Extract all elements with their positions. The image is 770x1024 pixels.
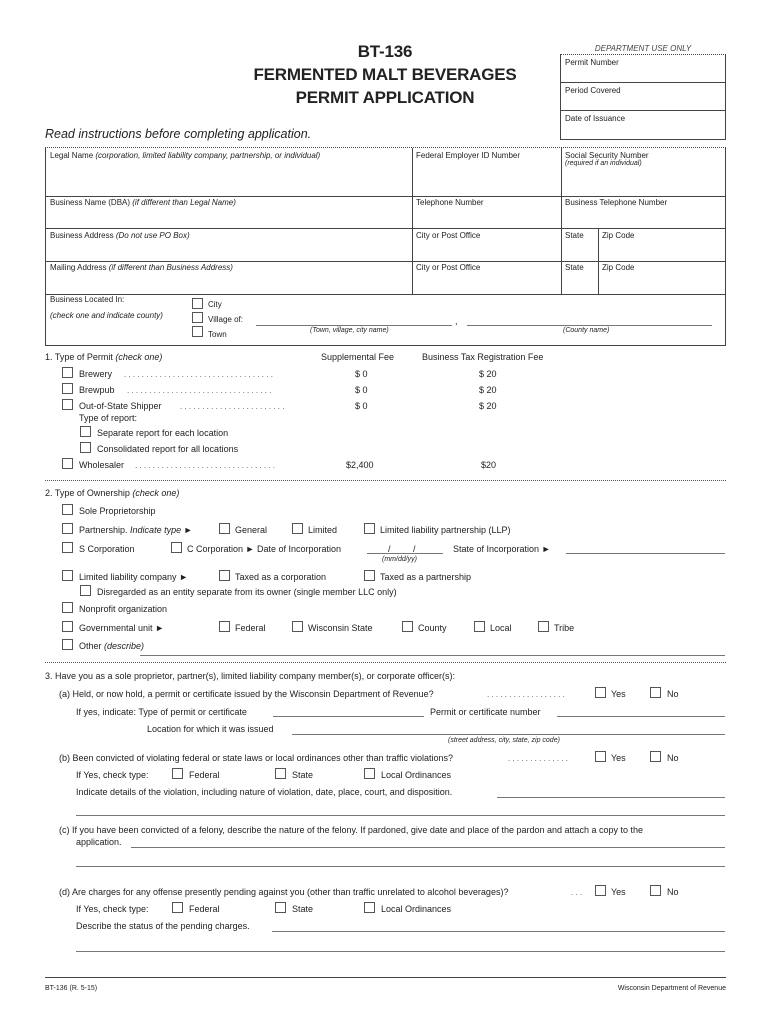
gov-county-checkbox[interactable] [402, 621, 413, 632]
q3d-federal-checkbox[interactable] [172, 902, 183, 913]
q3a-address-hint: (street address, city, state, zip code) [448, 737, 560, 744]
q3d-state-label: State [292, 904, 314, 914]
state-field[interactable]: State [565, 231, 584, 240]
q3b-state-checkbox[interactable] [275, 768, 286, 779]
q3d-no-label: No [667, 887, 679, 897]
form-revision: BT-136 (R. 5-15) [45, 985, 98, 992]
q3b-dots: . . . . . . . . . . . . . . [508, 754, 569, 763]
q3b-check-type-label: If Yes, check type: [76, 770, 149, 780]
loc-city-checkbox[interactable] [192, 298, 203, 309]
q3d-check-type-label: If Yes, check type: [76, 904, 149, 914]
other-label: Other (describe) [79, 641, 145, 651]
municipality-input[interactable] [256, 325, 452, 326]
q3a-permit-number-input[interactable] [557, 716, 725, 717]
q3a-question: (a) Held, or now hold, a permit or certificate issued by the Wisconsin Department of Revenue? [59, 689, 434, 699]
date-of-issuance-field[interactable]: Date of Issuance [565, 114, 626, 123]
gov-federal-label: Federal [235, 623, 266, 633]
city-po-field[interactable]: City or Post Office [416, 231, 481, 240]
brewery-fee: $ 0 [355, 369, 368, 379]
brewpub-dots: . . . . . . . . . . . . . . . . . . . . . . . . . . . . . . . . . [127, 386, 272, 395]
q3b-question: (b) Been convicted of violating federal or state laws or local ordinances other than traffic violations? [59, 753, 454, 763]
brewery-dots: . . . . . . . . . . . . . . . . . . . . . . . . . . . . . . . . . . [124, 370, 273, 379]
business-address-field[interactable]: Business Address (Do not use PO Box) [50, 231, 190, 240]
q3a-indicate-label: If yes, indicate: Type of permit or certificate [76, 707, 247, 717]
dept-use-box [560, 54, 726, 140]
ssn-hint: (required if an individual) [565, 160, 642, 167]
ssn-field[interactable]: Social Security Number [565, 151, 649, 160]
q3b-no-label: No [667, 753, 679, 763]
llc-label: Limited liability company ► [79, 572, 188, 582]
loc-town-label: Town [208, 330, 227, 339]
q3b-no-checkbox[interactable] [650, 751, 661, 762]
business-telephone-field[interactable]: Business Telephone Number [565, 198, 668, 207]
limited-partnership-checkbox[interactable] [292, 523, 303, 534]
mailing-zip-field[interactable]: Zip Code [602, 263, 635, 272]
q3b-federal-label: Federal [189, 770, 220, 780]
loc-village-checkbox[interactable] [192, 312, 203, 323]
wholesaler-dots: . . . . . . . . . . . . . . . . . . . . . . . . . . . . . . . . [135, 461, 276, 470]
wholesaler-tax: $20 [481, 460, 497, 470]
footer-divider [45, 977, 726, 978]
arrow-right-icon: ► [541, 544, 551, 554]
department-name: Wisconsin Department of Revenue [617, 985, 726, 992]
arrow-right-icon: ► [183, 525, 193, 535]
legal-name-field[interactable]: Legal Name (corporation, limited liability company, partnership, or individual) [50, 151, 321, 160]
mailing-address-field[interactable]: Mailing Address (if different than Business Address) [50, 263, 233, 272]
q3d-local-checkbox[interactable] [364, 902, 375, 913]
brewery-label: Brewery [79, 369, 113, 379]
q3a-location-input[interactable] [292, 734, 725, 735]
gov-federal-checkbox[interactable] [219, 621, 230, 632]
comma: , [455, 316, 458, 326]
gov-wisconsin-checkbox[interactable] [292, 621, 303, 632]
separate-report-checkbox[interactable] [80, 426, 91, 437]
general-label: General [235, 525, 268, 535]
s-corp-checkbox[interactable] [62, 542, 73, 553]
nonprofit-checkbox[interactable] [62, 602, 73, 613]
brewpub-tax: $ 20 [479, 385, 497, 395]
instructions-note: Read instructions before completing application. [45, 127, 312, 141]
gov-tribe-label: Tribe [554, 623, 575, 633]
shipper-dots: . . . . . . . . . . . . . . . . . . . . . . . . [180, 402, 285, 411]
taxed-corp-label: Taxed as a corporation [235, 572, 327, 582]
separate-report-label: Separate report for each location [97, 428, 229, 438]
form-code: BT-136 [357, 42, 413, 61]
section-divider [45, 480, 726, 481]
state-inc-label: State of Incorporation ► [453, 544, 551, 554]
q3d-status-label: Describe the status of the pending charges. [76, 921, 250, 931]
telephone-field[interactable]: Telephone Number [416, 198, 484, 207]
q3b-state-label: State [292, 770, 314, 780]
type-of-report-label: Type of report: [79, 413, 138, 423]
mailing-state-field[interactable]: State [565, 263, 584, 272]
q3b-yes-checkbox[interactable] [595, 751, 606, 762]
nonprofit-label: Nonprofit organization [79, 604, 168, 614]
gov-local-checkbox[interactable] [474, 621, 485, 632]
shipper-tax: $ 20 [479, 401, 497, 411]
shipper-fee: $ 0 [355, 401, 368, 411]
date-format-hint: (mm/dd/yy) [382, 556, 417, 563]
llp-label: Limited liability partnership (LLP) [380, 525, 511, 535]
q3a-permit-type-input[interactable] [273, 716, 424, 717]
c-corp-checkbox[interactable] [171, 542, 182, 553]
consolidated-report-checkbox[interactable] [80, 442, 91, 453]
loc-town-checkbox[interactable] [192, 326, 203, 337]
shipper-checkbox[interactable] [62, 399, 73, 410]
gov-unit-label: Governmental unit ► [79, 623, 164, 633]
taxed-part-checkbox[interactable] [364, 570, 375, 581]
loc-village-label: Village of: [208, 315, 243, 324]
c-corp-label: C Corporation ► Date of Incorporation [187, 544, 342, 554]
q3d-yes-checkbox[interactable] [595, 885, 606, 896]
q3-heading: 3. Have you as a sole proprietor, partner(s), limited liability company member(s), or corporate officer(s): [45, 671, 455, 681]
q3a-yes-checkbox[interactable] [595, 687, 606, 698]
gov-wisconsin-label: Wisconsin State [308, 623, 373, 633]
q3d-state-checkbox[interactable] [275, 902, 286, 913]
q3b-details-input[interactable] [497, 797, 725, 798]
q3d-no-checkbox[interactable] [650, 885, 661, 896]
partnership-label: Partnership. Indicate type ► [79, 525, 193, 535]
q3c-input-2[interactable] [76, 866, 725, 867]
q3a-no-checkbox[interactable] [650, 687, 661, 698]
zip-field[interactable]: Zip Code [602, 231, 635, 240]
fein-field[interactable]: Federal Employer ID Number [416, 151, 521, 160]
q3d-status-input[interactable] [272, 931, 725, 932]
q3a-yes-label: Yes [611, 689, 626, 699]
llp-checkbox[interactable] [364, 523, 375, 534]
state-inc-input[interactable] [566, 553, 725, 554]
brewpub-label: Brewpub [79, 385, 115, 395]
q3d-dots: . . . [571, 888, 583, 897]
dept-use-heading: DEPARTMENT USE ONLY [594, 44, 692, 53]
q3c-question: (c) If you have been convicted of a felony, describe the nature of the felony. If pardoned, give date and place of the pardon and attach a copy to the [59, 825, 644, 835]
gov-local-label: Local [490, 623, 512, 633]
partnership-checkbox[interactable] [62, 523, 73, 534]
q3c-question-cont: application. [76, 837, 122, 847]
q3b-yes-label: Yes [611, 753, 626, 763]
limited-label: Limited [308, 525, 338, 535]
q3d-local-label: Local Ordinances [381, 904, 452, 914]
permit-number-field[interactable]: Permit Number [565, 58, 619, 67]
general-partnership-checkbox[interactable] [219, 523, 230, 534]
wholesaler-fee: $2,400 [346, 460, 374, 470]
business-name-field[interactable]: Business Name (DBA) (if different than Legal Name) [50, 198, 236, 207]
other-checkbox[interactable] [62, 639, 73, 650]
arrow-right-icon: ► [155, 623, 164, 633]
gov-unit-checkbox[interactable] [62, 621, 73, 632]
q3a-no-label: No [667, 689, 679, 699]
q3b-details-label: Indicate details of the violation, including nature of violation, date, place, court, and disposition. [76, 787, 453, 797]
q3d-yes-label: Yes [611, 887, 626, 897]
arrow-right-icon: ► [179, 572, 188, 582]
wholesaler-label: Wholesaler [79, 460, 125, 470]
date-slash-1: / [388, 544, 391, 554]
q2-heading: 2. Type of Ownership (check one) [45, 488, 180, 498]
q3d-status-input-2[interactable] [76, 951, 725, 952]
other-describe-input[interactable] [140, 655, 725, 656]
period-covered-field[interactable]: Period Covered [565, 86, 621, 95]
form-title-line2: PERMIT APPLICATION [295, 88, 475, 107]
consolidated-report-label: Consolidated report for all locations [97, 444, 239, 454]
brewpub-checkbox[interactable] [62, 383, 73, 394]
wholesaler-checkbox[interactable] [62, 458, 73, 469]
arrow-right-icon: ► [245, 544, 255, 554]
disregarded-checkbox[interactable] [80, 585, 91, 596]
brewpub-fee: $ 0 [355, 385, 368, 395]
sole-prop-label: Sole Proprietorship [79, 506, 156, 516]
taxed-part-label: Taxed as a partnership [380, 572, 472, 582]
q1-heading: 1. Type of Permit (check one) [45, 352, 163, 362]
town-hint: (Town, village, city name) [310, 327, 389, 334]
incorporation-date-input[interactable] [367, 553, 443, 554]
q3a-location-label: Location for which it was issued [147, 724, 274, 734]
mailing-city-po-field[interactable]: City or Post Office [416, 263, 481, 272]
brewery-checkbox[interactable] [62, 367, 73, 378]
q3a-permit-number-label: Permit or certificate number [430, 707, 541, 717]
date-slash-2: / [413, 544, 416, 554]
q3b-federal-checkbox[interactable] [172, 768, 183, 779]
disregarded-label: Disregarded as an entity separate from its owner (single member LLC only) [97, 587, 397, 597]
gov-tribe-checkbox[interactable] [538, 621, 549, 632]
q1-col-fee: Supplemental Fee [321, 352, 395, 362]
shipper-label: Out-of-State Shipper [79, 401, 162, 411]
located-in-label: Business Located In: [50, 295, 125, 304]
q1-col-tax: Business Tax Registration Fee [422, 352, 544, 362]
section-divider [45, 662, 726, 663]
llc-checkbox[interactable] [62, 570, 73, 581]
gov-county-label: County [418, 623, 447, 633]
q3d-federal-label: Federal [189, 904, 220, 914]
q3b-details-input-2[interactable] [76, 815, 725, 816]
brewery-tax: $ 20 [479, 369, 497, 379]
q3b-local-label: Local Ordinances [381, 770, 452, 780]
form-title-line1: FERMENTED MALT BEVERAGES [253, 65, 517, 84]
q3c-input[interactable] [131, 847, 725, 848]
q3b-local-checkbox[interactable] [364, 768, 375, 779]
s-corp-label: S Corporation [79, 544, 135, 554]
county-input[interactable] [467, 325, 712, 326]
loc-city-label: City [208, 300, 222, 309]
located-in-hint: (check one and indicate county) [50, 311, 163, 320]
q3a-dots: . . . . . . . . . . . . . . . . . . [487, 690, 565, 699]
taxed-corp-checkbox[interactable] [219, 570, 230, 581]
q3d-question: (d) Are charges for any offense presently pending against you (other than traffic unrelated to alcohol beverages)? [59, 887, 509, 897]
sole-prop-checkbox[interactable] [62, 504, 73, 515]
county-hint: (County name) [563, 327, 610, 334]
